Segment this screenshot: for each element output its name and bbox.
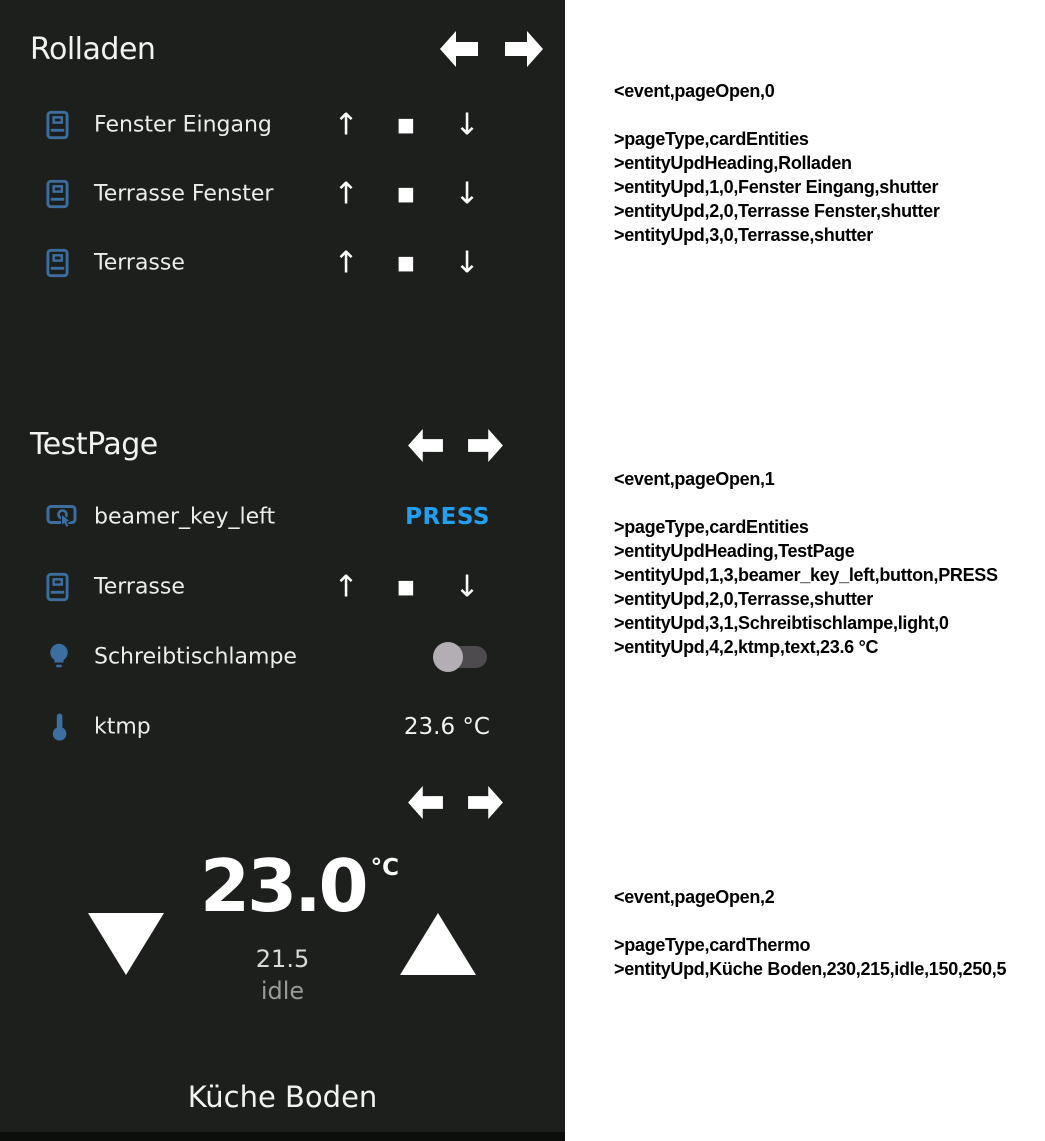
- nav-prev-button[interactable]: [408, 786, 443, 819]
- log-line: >entityUpd,1,0,Fenster Eingang,shutter: [614, 177, 939, 197]
- log-line: >entityUpd,4,2,ktmp,text,23.6 °C: [614, 637, 879, 657]
- setpoint-temperature: 21.5: [255, 945, 310, 973]
- log-line: >entityUpd,2,0,Terrasse,shutter: [614, 589, 873, 609]
- shutter-down-button[interactable]: ↓: [454, 245, 480, 280]
- arrow-left-icon: [440, 31, 478, 67]
- shutter-down-button[interactable]: ↓: [454, 569, 480, 605]
- log-line: [614, 491, 1044, 515]
- log-line: >entityUpd,Küche Boden,230,215,idle,150,250,5: [614, 959, 1007, 979]
- entity-label: ktmp: [94, 714, 151, 740]
- nav-prev-button[interactable]: [408, 429, 443, 462]
- log-line: >entityUpd,3,0,Terrasse,shutter: [614, 225, 873, 245]
- shutter-icon: [46, 572, 76, 602]
- entity-row: [0, 692, 565, 762]
- entity-label: Fenster Eingang: [94, 112, 272, 137]
- entity-row: [0, 552, 565, 622]
- lightbulb-icon: [46, 642, 76, 672]
- light-toggle[interactable]: [433, 642, 488, 672]
- entity-row: [0, 482, 565, 552]
- shutter-stop-button[interactable]: ■: [397, 182, 415, 205]
- toggle-knob: [433, 642, 463, 672]
- arrow-left-icon: [408, 429, 443, 462]
- thermostat-name: Küche Boden: [187, 1080, 378, 1114]
- log-line: >pageType,cardEntities: [614, 517, 809, 537]
- log-line: [614, 909, 1044, 933]
- arrow-right-icon: [468, 429, 503, 462]
- entity-row: [0, 90, 565, 159]
- entity-label: beamer_key_left: [94, 504, 276, 530]
- entity-label: Terrasse Fenster: [94, 181, 274, 206]
- nav-next-button[interactable]: [468, 429, 503, 462]
- protocol-log-page0: [614, 79, 1044, 247]
- entity-label: Schreibtischlampe: [94, 644, 297, 670]
- shutter-icon: [46, 110, 76, 140]
- shutter-icon: [46, 248, 76, 278]
- log-line: >pageType,cardThermo: [614, 935, 811, 955]
- log-line: >entityUpd,1,3,beamer_key_left,button,PRESS: [614, 565, 998, 585]
- hvac-status: idle: [260, 977, 305, 1005]
- current-temperature-value: 23.0: [200, 844, 366, 928]
- tap-button-icon: [46, 502, 76, 532]
- entity-label: Terrasse: [94, 574, 185, 600]
- shutter-up-button[interactable]: ↑: [333, 107, 359, 142]
- arrow-left-icon: [408, 786, 443, 819]
- entity-row: [0, 159, 565, 228]
- log-line: >entityUpd,2,0,Terrasse Fenster,shutter: [614, 201, 940, 221]
- shutter-icon: [46, 179, 76, 209]
- log-line: <event,pageOpen,1: [614, 469, 775, 489]
- thermometer-icon: [46, 712, 76, 742]
- bottom-bezel: [0, 1132, 565, 1141]
- current-temperature: [200, 844, 399, 928]
- entity-list: [0, 482, 565, 762]
- entity-row: [0, 228, 565, 297]
- log-line: >pageType,cardEntities: [614, 129, 809, 149]
- page-title: Rolladen: [30, 32, 156, 67]
- entity-list: [0, 90, 565, 297]
- nav-prev-button[interactable]: [440, 31, 478, 67]
- press-button[interactable]: PRESS: [405, 504, 490, 530]
- log-line: >entityUpdHeading,TestPage: [614, 541, 855, 561]
- sensor-value: 23.6 °C: [403, 714, 490, 740]
- log-line: [614, 103, 1044, 127]
- page-title: TestPage: [30, 427, 158, 462]
- shutter-stop-button[interactable]: ■: [397, 576, 415, 598]
- temperature-unit: °C: [370, 855, 400, 881]
- shutter-stop-button[interactable]: ■: [397, 251, 415, 274]
- log-line: >entityUpdHeading,Rolladen: [614, 153, 852, 173]
- log-line: <event,pageOpen,2: [614, 887, 775, 907]
- shutter-stop-button[interactable]: ■: [397, 113, 415, 136]
- arrow-right-icon: [468, 786, 503, 819]
- shutter-down-button[interactable]: ↓: [454, 176, 480, 211]
- shutter-up-button[interactable]: ↑: [333, 245, 359, 280]
- entity-label: Terrasse: [94, 250, 185, 275]
- shutter-up-button[interactable]: ↑: [333, 569, 359, 605]
- log-line: <event,pageOpen,0: [614, 81, 775, 101]
- shutter-up-button[interactable]: ↑: [333, 176, 359, 211]
- log-line: >entityUpd,3,1,Schreibtischlampe,light,0: [614, 613, 949, 633]
- protocol-log-page1: [614, 467, 1044, 659]
- nav-next-button[interactable]: [468, 786, 503, 819]
- entity-row: [0, 622, 565, 692]
- protocol-log-page2: [614, 885, 1044, 981]
- shutter-down-button[interactable]: ↓: [454, 107, 480, 142]
- arrow-right-icon: [505, 31, 543, 67]
- nav-next-button[interactable]: [505, 31, 543, 67]
